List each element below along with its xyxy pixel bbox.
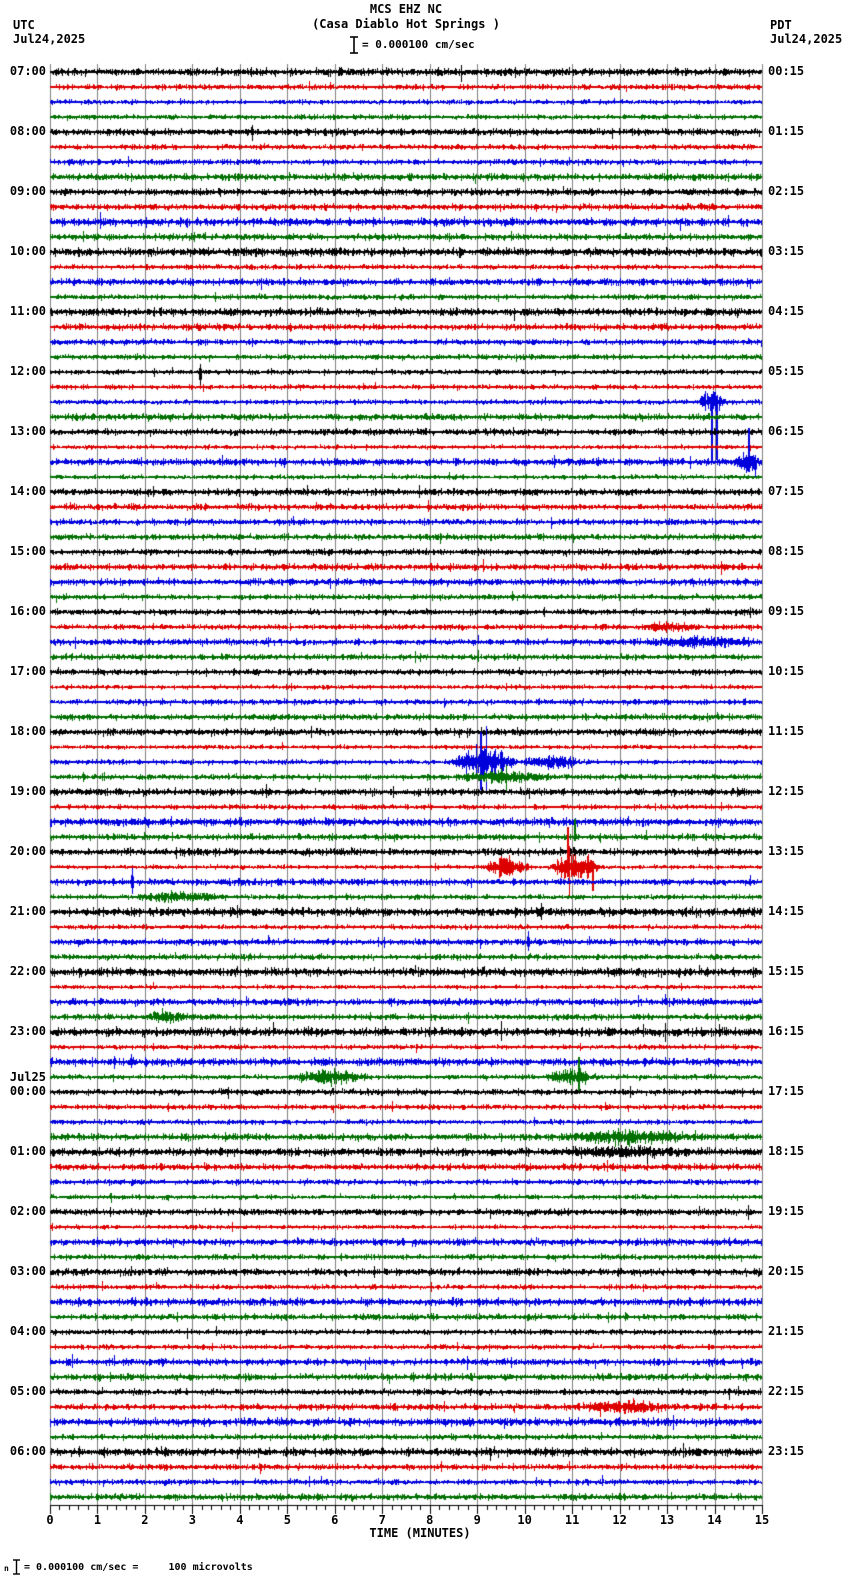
- utc-hour-label: 13:00: [9, 424, 46, 438]
- x-axis-tick-label: 3: [188, 1513, 196, 1527]
- pdt-hour-label: 21:15: [768, 1324, 805, 1338]
- pdt-hour-label: 03:15: [768, 244, 805, 258]
- x-axis-tick-label: 4: [236, 1513, 244, 1527]
- x-axis-tick-label: 14: [707, 1513, 722, 1527]
- utc-hour-label: 20:00: [9, 844, 46, 858]
- utc-hour-label: 05:00: [9, 1384, 46, 1398]
- pdt-hour-label: 20:15: [768, 1264, 805, 1278]
- x-axis-tick-label: 0: [46, 1513, 54, 1527]
- utc-hour-label: 04:00: [9, 1324, 46, 1338]
- x-axis-tick-label: 1: [93, 1513, 102, 1527]
- x-axis-tick-label: 10: [517, 1513, 532, 1527]
- utc-hour-label: 15:00: [9, 544, 46, 558]
- utc-hour-label: 09:00: [9, 184, 46, 198]
- x-axis-tick-label: 5: [283, 1513, 291, 1527]
- amplitude-scale-icon: [349, 36, 359, 54]
- x-axis-tick-label: 9: [473, 1513, 481, 1527]
- pdt-hour-label: 22:15: [768, 1384, 805, 1398]
- x-axis-tick-label: 13: [659, 1513, 675, 1527]
- utc-hour-label: 16:00: [9, 604, 46, 618]
- pdt-timezone-label: PDT: [770, 18, 792, 32]
- utc-hour-label: 12:00: [9, 364, 46, 378]
- x-axis-tick-label: 8: [426, 1513, 434, 1527]
- x-axis-title: TIME (MINUTES): [369, 1526, 471, 1540]
- utc-date-label: Jul24,2025: [13, 32, 86, 46]
- pdt-hour-label: 09:15: [768, 604, 805, 618]
- date-change-label: Jul25: [9, 1070, 46, 1084]
- pdt-hour-label: 00:15: [768, 64, 805, 78]
- utc-hour-label: 17:00: [9, 664, 46, 678]
- pdt-hour-label: 12:15: [768, 784, 805, 798]
- pdt-hour-label: 11:15: [768, 724, 805, 738]
- utc-hour-label: 07:00: [9, 64, 46, 78]
- utc-hour-label: 22:00: [9, 964, 46, 978]
- pdt-hour-label: 16:15: [768, 1024, 805, 1038]
- pdt-hour-label: 13:15: [768, 844, 805, 858]
- pdt-date-label: Jul24,2025: [770, 32, 843, 46]
- utc-hour-label: 14:00: [9, 484, 46, 498]
- x-axis-tick-label: 7: [378, 1513, 386, 1527]
- pdt-hour-label: 15:15: [768, 964, 805, 978]
- utc-hour-label: 19:00: [9, 784, 46, 798]
- utc-hour-label: 11:00: [9, 304, 46, 318]
- pdt-hour-label: 19:15: [768, 1204, 805, 1218]
- footer-scale-icon: [12, 1559, 21, 1575]
- amplitude-scale-label: = 0.000100 cm/sec: [362, 38, 475, 51]
- pdt-hour-label: 08:15: [768, 544, 805, 558]
- utc-hour-label: 02:00: [9, 1204, 46, 1218]
- utc-hour-label: 08:00: [9, 124, 46, 138]
- pdt-hour-label: 01:15: [768, 124, 805, 138]
- footer-note-prefix: n: [4, 1564, 9, 1573]
- utc-hour-label: 18:00: [9, 724, 46, 738]
- pdt-hour-label: 02:15: [768, 184, 805, 198]
- utc-hour-label: 03:00: [9, 1264, 46, 1278]
- pdt-hour-label: 17:15: [768, 1084, 805, 1098]
- pdt-hour-label: 14:15: [768, 904, 805, 918]
- pdt-hour-label: 07:15: [768, 484, 805, 498]
- pdt-hour-label: 06:15: [768, 424, 805, 438]
- pdt-hour-label: 04:15: [768, 304, 805, 318]
- utc-hour-label: 01:00: [9, 1144, 46, 1158]
- x-axis-tick-label: 12: [612, 1513, 627, 1527]
- station-title: MCS EHZ NC: [369, 2, 443, 16]
- utc-timezone-label: UTC: [13, 18, 35, 32]
- utc-hour-label: 10:00: [9, 244, 46, 258]
- x-axis-tick-label: 11: [564, 1513, 580, 1527]
- utc-hour-label: 00:00: [9, 1084, 46, 1098]
- utc-hour-label: 21:00: [9, 904, 46, 918]
- utc-hour-label: 06:00: [9, 1444, 46, 1458]
- footer-scale-note: = 0.000100 cm/sec = 100 microvolts: [24, 1562, 253, 1573]
- pdt-hour-label: 10:15: [768, 664, 805, 678]
- pdt-hour-label: 18:15: [768, 1144, 805, 1158]
- pdt-hour-label: 05:15: [768, 364, 805, 378]
- utc-hour-label: 23:00: [9, 1024, 46, 1038]
- station-subtitle: (Casa Diablo Hot Springs ): [312, 17, 500, 31]
- x-axis-tick-label: 2: [141, 1513, 149, 1527]
- x-axis-tick-label: 15: [754, 1513, 770, 1527]
- pdt-hour-label: 23:15: [768, 1444, 805, 1458]
- x-axis-tick-label: 6: [331, 1513, 339, 1527]
